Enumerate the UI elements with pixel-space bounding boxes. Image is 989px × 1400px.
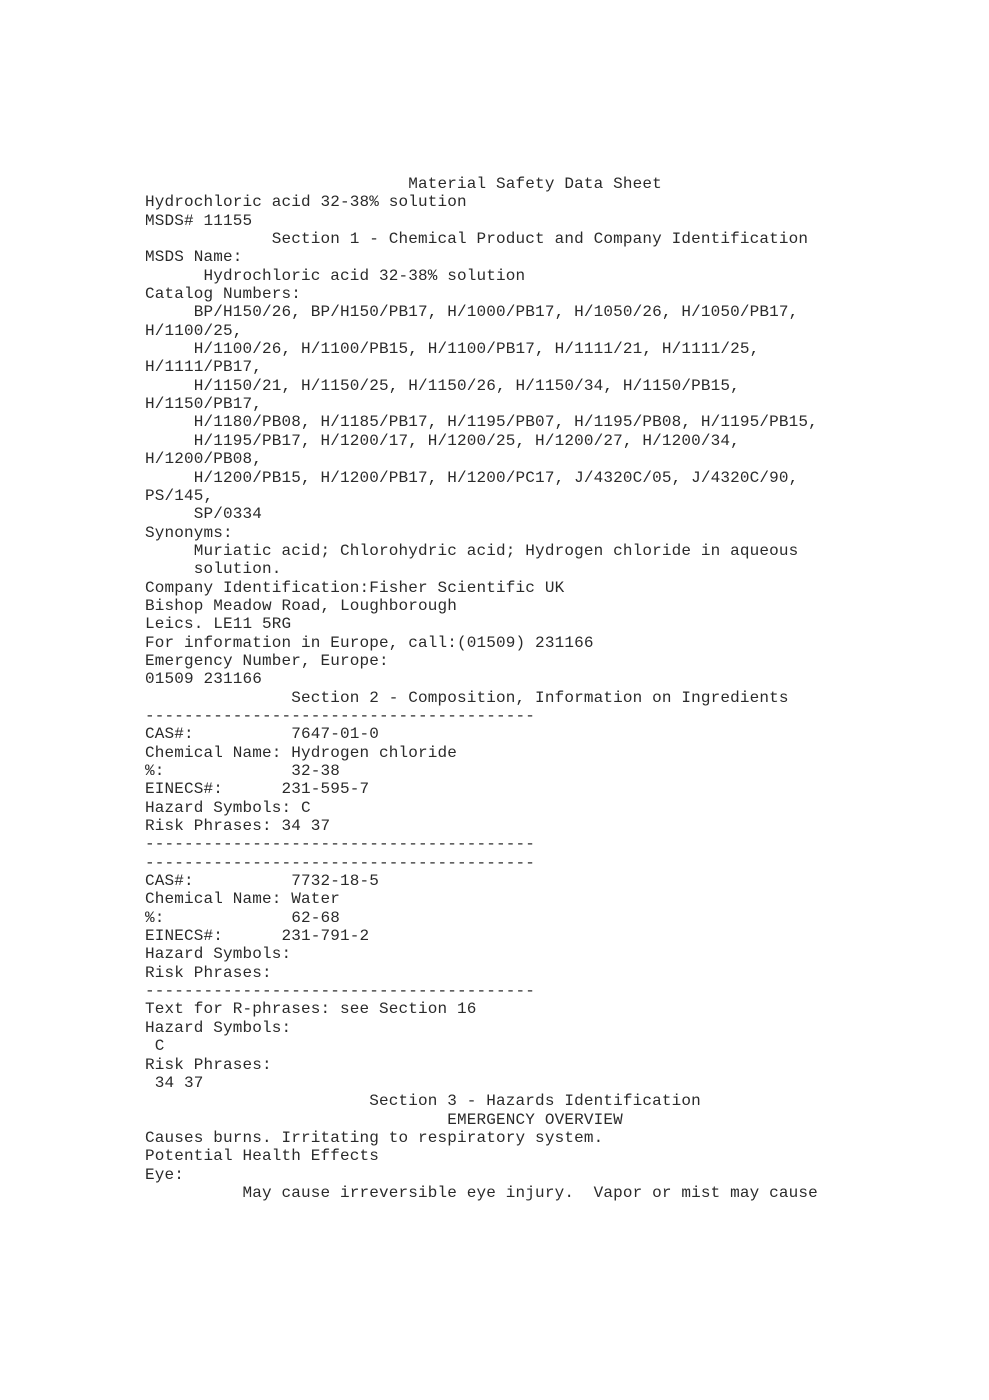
- document-line: ----------------------------------------: [145, 706, 536, 725]
- document-line: Bishop Meadow Road, Loughborough: [145, 596, 458, 615]
- document-line: For information in Europe, call:(01509) 231166: [145, 633, 594, 652]
- document-line: H/1195/PB17, H/1200/17, H/1200/25, H/1200/27, H/1200/34,: [145, 431, 740, 450]
- document-line: Section 3 - Hazards Identification: [145, 1092, 701, 1111]
- document-line: 01509 231166: [145, 670, 263, 689]
- document-line: C: [145, 1037, 165, 1056]
- document-line: Catalog Numbers:: [145, 285, 302, 304]
- document-line: Section 1 - Chemical Product and Company Identification: [145, 230, 809, 249]
- document-line: CAS#: 7647-01-0: [145, 725, 380, 744]
- document-line: EMERGENCY OVERVIEW: [145, 1110, 623, 1129]
- document-line: 34 37: [145, 1073, 204, 1092]
- document-line: Risk Phrases:: [145, 1055, 272, 1074]
- document-line: MSDS Name:: [145, 248, 243, 267]
- document-line: Causes burns. Irritating to respiratory system.: [145, 1128, 604, 1147]
- document-line: Leics. LE11 5RG: [145, 615, 292, 634]
- document-line: Hydrochloric acid 32-38% solution: [145, 193, 467, 212]
- document-line: H/1200/PB08,: [145, 450, 263, 469]
- document-line: Section 2 - Composition, Information on Ingredients: [145, 688, 789, 707]
- document-line: Muriatic acid; Chlorohydric acid; Hydrogen chloride in aqueous: [145, 541, 799, 560]
- document-line: Risk Phrases: 34 37: [145, 817, 331, 836]
- document-line: EINECS#: 231-595-7: [145, 780, 370, 799]
- document-line: CAS#: 7732-18-5: [145, 872, 380, 891]
- document-line: SP/0334: [145, 505, 263, 524]
- document-line: ----------------------------------------: [145, 835, 536, 854]
- document-line: Risk Phrases:: [145, 963, 272, 982]
- document-line: H/1150/PB17,: [145, 395, 263, 414]
- document-line: Potential Health Effects: [145, 1147, 380, 1166]
- document-line: Chemical Name: Water: [145, 890, 341, 909]
- document-line: %: 62-68: [145, 908, 341, 927]
- document-line: PS/145,: [145, 486, 214, 505]
- document-line: Synonyms:: [145, 523, 233, 542]
- document-line: H/1180/PB08, H/1185/PB17, H/1195/PB07, H/1195/PB08, H/1195/PB15,: [145, 413, 818, 432]
- msds-document: [145, 175, 818, 1202]
- document-line: Text for R-phrases: see Section 16: [145, 1000, 477, 1019]
- document-line: Chemical Name: Hydrogen chloride: [145, 743, 458, 762]
- document-line: Hydrochloric acid 32-38% solution: [145, 266, 526, 285]
- document-line: Hazard Symbols:: [145, 945, 292, 964]
- document-line: H/1150/21, H/1150/25, H/1150/26, H/1150/34, H/1150/PB15,: [145, 376, 740, 395]
- document-line: Hazard Symbols: C: [145, 798, 311, 817]
- document-line: Emergency Number, Europe:: [145, 651, 389, 670]
- document-line: BP/H150/26, BP/H150/PB17, H/1000/PB17, H/1050/26, H/1050/PB17,: [145, 303, 799, 322]
- document-line: Hazard Symbols:: [145, 1018, 292, 1037]
- document-line: %: 32-38: [145, 762, 341, 780]
- document-line: H/1200/PB15, H/1200/PB17, H/1200/PC17, J/4320C/05, J/4320C/90,: [145, 468, 799, 487]
- document-line: May cause irreversible eye injury. Vapor or mist may cause: [145, 1183, 818, 1202]
- document-line: solution.: [145, 560, 282, 579]
- document-line: ----------------------------------------: [145, 853, 536, 872]
- document-line: H/1100/26, H/1100/PB15, H/1100/PB17, H/1111/21, H/1111/25,: [145, 340, 760, 359]
- document-line: Eye:: [145, 1165, 185, 1184]
- document-line: H/1100/25,: [145, 321, 243, 340]
- document-line: EINECS#: 231-791-2: [145, 927, 370, 946]
- document-line: Company Identification:Fisher Scientific UK: [145, 578, 565, 597]
- document-line: ----------------------------------------: [145, 982, 536, 1001]
- document-line: Material Safety Data Sheet: [145, 175, 662, 193]
- document-line: MSDS# 11155: [145, 211, 253, 230]
- document-line: H/1111/PB17,: [145, 358, 263, 377]
